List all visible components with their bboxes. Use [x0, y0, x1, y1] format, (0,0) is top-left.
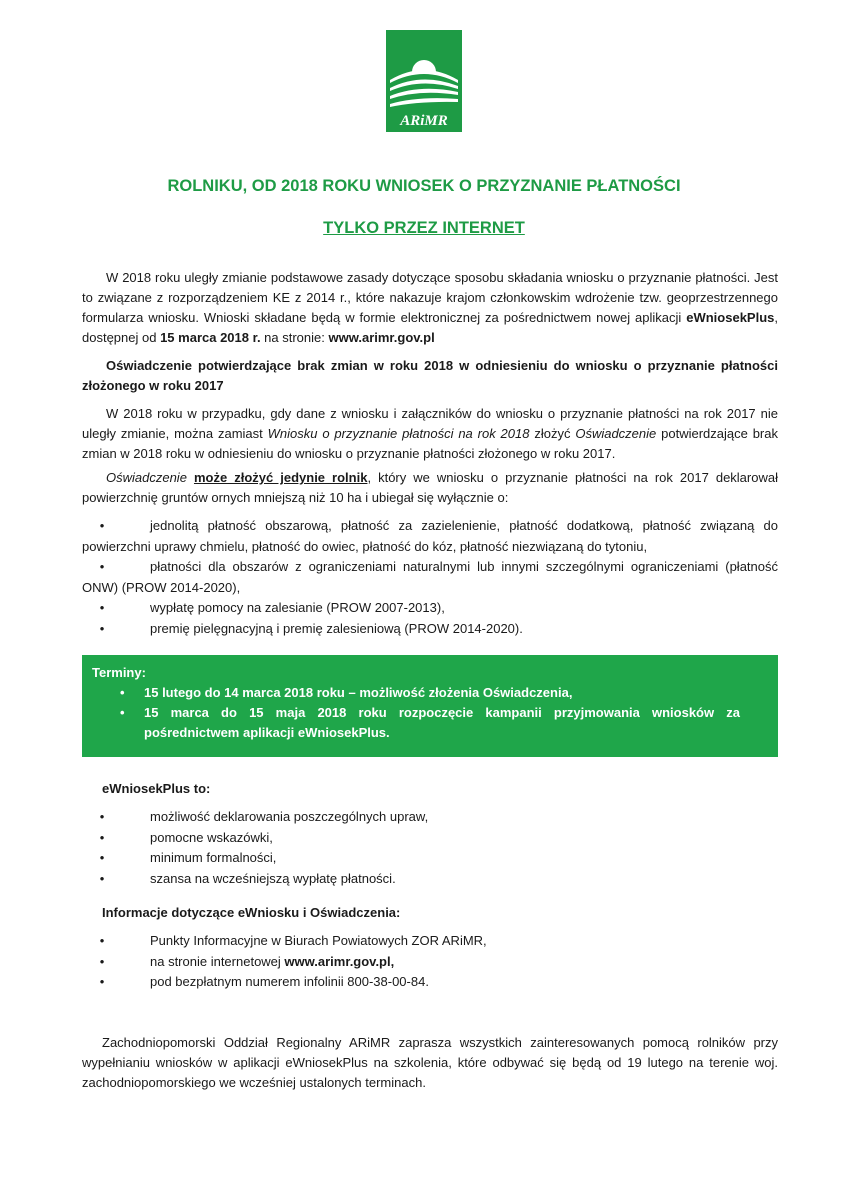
terms-list [92, 683, 740, 743]
closing-paragraph: Zachodniopomorski Oddział Regionalny ARiMR zaprasza wszystkich zainteresowanych pomocą rolników przy wypełnianiu wniosków w aplikacji eWniosekPlus na szkolenia, które odbywać się będą od 19 lutego na terenie woj. zachodniopomorskiego we wcześniej ustalonych terminach. [82, 1034, 778, 1090]
list-item: • na stronie internetowej www.arimr.gov.pl, [82, 952, 778, 973]
terms-item: • 15 marca do 15 maja 2018 roku rozpoczęcie kampanii przyjmowania wniosków za pośrednictwem aplikacji eWniosekPlus. [92, 703, 740, 743]
list-item: • pod bezpłatnym numerem infolinii 800-38-00-84. [82, 972, 778, 993]
list-item: • Punkty Informacyjne w Biurach Powiatowych ZOR ARiMR, [82, 931, 778, 952]
list-item: • możliwość deklarowania poszczególnych upraw, [82, 807, 778, 828]
title-line-1: ROLNIKU, OD 2018 ROKU WNIOSEK O PRZYZNANIE PŁATNOŚCI [167, 177, 681, 195]
document-body [82, 268, 778, 1093]
list-item: • wypłatę pomocy na zalesianie (PROW 2007-2013), [82, 598, 778, 619]
title-line-2: TYLKO PRZEZ INTERNET [323, 219, 525, 237]
list-item: • płatności dla obszarów z ograniczeniami naturalnymi lub innymi szczególnymi ograniczeniami (płatność ONW) (PROW 2014-2020), [82, 557, 778, 598]
intro-paragraph: W 2018 roku uległy zmianie podstawowe zasady dotyczące sposobu składania wniosku o przyznanie płatności. Jest to związane z rozporządzeniem KE z 2014 r., które nakazuje krajom członkowskim wdrożenie tzw. geoprzestrzennego formularza wniosku. Wnioski składane będą w formie elektronicznej za pośrednictwem nowej aplikacji eWniosekPlus, dostępnej od 15 marca 2018 r. na stronie: www.arimr.gov.pl [82, 270, 778, 345]
info-heading: Informacje dotyczące eWniosku i Oświadczenia: [102, 905, 401, 920]
terms-item: • 15 lutego do 14 marca 2018 roku – możliwość złożenia Oświadczenia, [92, 683, 740, 703]
info-list [82, 931, 778, 993]
list-item: • jednolitą płatność obszarową, płatność za zazielenienie, płatność dodatkową, płatność związaną do powierzchni uprawy chmielu, płatność do owiec, płatność do kóz, płatność niezwiązaną do tytoniu, [82, 516, 778, 557]
emphasis-only-farmer: może złożyć jedynie rolnik [193, 470, 368, 485]
start-date: 15 marca 2018 r. [160, 330, 261, 345]
list-item: • premię pielęgnacyjną i premię zalesieniową (PROW 2014-2020). [82, 619, 778, 640]
website-link[interactable]: www.arimr.gov.pl, [284, 953, 395, 969]
list-item: • pomocne wskazówki, [82, 828, 778, 849]
website-link[interactable]: www.arimr.gov.pl [328, 330, 435, 345]
ewniosek-heading: eWniosekPlus to: [102, 781, 211, 796]
list-item: • szansa na wcześniejszą wypłatę płatności. [82, 869, 778, 890]
terms-box [82, 655, 778, 757]
eligibility-paragraph: Oświadczenie może złożyć jedynie rolnik, który we wniosku o przyznanie płatności na rok 2017 deklarował powierzchnię gruntów ornych mniejszą niż 10 ha i ubiegał się wyłącznie o: [82, 470, 778, 505]
app-name: eWniosekPlus [686, 310, 775, 325]
ewniosek-features-list [82, 807, 778, 889]
statement-paragraph: W 2018 roku w przypadku, gdy dane z wniosku i załączników do wniosku o przyznanie płatności na rok 2017 nie uległy zmianie, można zamiast Wniosku o przyznanie płatności na rok 2018 złożyć Oświadczenie potwierdzające brak zmian w 2018 roku w odniesieniu do wniosku o przyznanie płatności złożonego w roku 2017. [82, 406, 778, 461]
terms-heading: Terminy: [92, 665, 146, 680]
arimr-logo [386, 30, 462, 132]
statement-heading: Oświadczenie potwierdzające brak zmian w roku 2018 w odniesieniu do wniosku o przyznanie płatności złożonego w roku 2017 [82, 358, 778, 393]
eligible-payments-list [82, 516, 778, 639]
list-item: • minimum formalności, [82, 848, 778, 869]
logo-text: ARiMR [400, 113, 448, 129]
